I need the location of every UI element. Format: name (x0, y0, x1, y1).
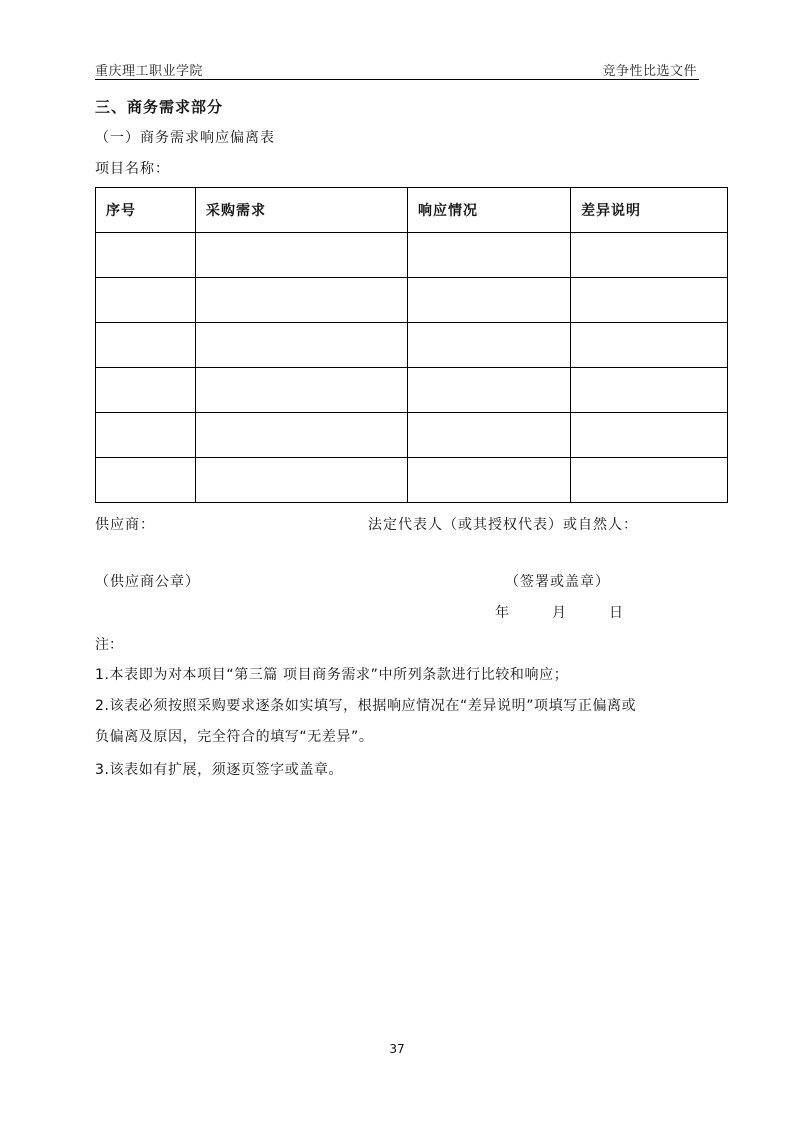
table-row (96, 458, 728, 503)
table-cell[interactable] (571, 278, 728, 323)
table-cell[interactable] (408, 233, 571, 278)
table-cell[interactable] (408, 323, 571, 368)
column-header-requirement: 采购需求 (196, 188, 408, 233)
table-row (96, 368, 728, 413)
date-month-label: 月 (552, 605, 566, 621)
subsection-title: （一）商务需求响应偏离表 (95, 130, 275, 146)
table-cell[interactable] (196, 368, 408, 413)
note-item: 负偏离及原因，完全符合的填写“无差异”。 (95, 729, 374, 745)
header-institution: 重庆理工职业学院 (95, 64, 204, 79)
column-header-response: 响应情况 (408, 188, 571, 233)
table-cell[interactable] (571, 458, 728, 503)
table-cell[interactable] (196, 323, 408, 368)
table-cell[interactable] (196, 233, 408, 278)
table-cell[interactable] (96, 413, 196, 458)
date-year-label: 年 (495, 605, 509, 621)
header-document-type: 竞争性比选文件 (602, 64, 697, 79)
table-cell[interactable] (196, 458, 408, 503)
table-cell[interactable] (196, 278, 408, 323)
table-row (96, 323, 728, 368)
note-item: 3.该表如有扩展，须逐页签字或盖章。 (95, 762, 344, 778)
legal-representative-label: 法定代表人（或其授权代表）或自然人： (368, 517, 638, 533)
note-item: 1.本表即为对本项目“第三篇 项目商务需求”中所列条款进行比较和响应； (95, 667, 569, 683)
table-header-row (96, 188, 728, 233)
table-row (96, 278, 728, 323)
note-item: 2.该表必须按照采购要求逐条如实填写，根据响应情况在“差异说明”项填写正偏离或 (95, 698, 637, 714)
table-cell[interactable] (196, 413, 408, 458)
header-divider (95, 79, 699, 80)
table-cell[interactable] (96, 323, 196, 368)
table-cell[interactable] (96, 278, 196, 323)
column-header-difference: 差异说明 (571, 188, 728, 233)
page-number: 37 (389, 1042, 405, 1056)
table-cell[interactable] (96, 233, 196, 278)
sign-or-seal-label: （签署或盖章） (505, 574, 610, 590)
table-cell[interactable] (571, 323, 728, 368)
table-cell[interactable] (571, 413, 728, 458)
date-day-label: 日 (609, 605, 623, 621)
table-cell[interactable] (96, 458, 196, 503)
supplier-seal-label: （供应商公章） (95, 574, 200, 590)
table-row (96, 233, 728, 278)
supplier-label: 供应商： (95, 517, 155, 533)
column-header-serial: 序号 (96, 188, 196, 233)
table-cell[interactable] (408, 368, 571, 413)
deviation-table (95, 187, 728, 503)
project-name-label: 项目名称： (95, 161, 170, 177)
table-row (96, 413, 728, 458)
table-cell[interactable] (571, 233, 728, 278)
table-cell[interactable] (571, 368, 728, 413)
table-cell[interactable] (408, 278, 571, 323)
section-title: 三、商务需求部分 (95, 98, 224, 116)
notes-title: 注： (95, 637, 123, 653)
table-cell[interactable] (408, 413, 571, 458)
table-cell[interactable] (96, 368, 196, 413)
table-cell[interactable] (408, 458, 571, 503)
